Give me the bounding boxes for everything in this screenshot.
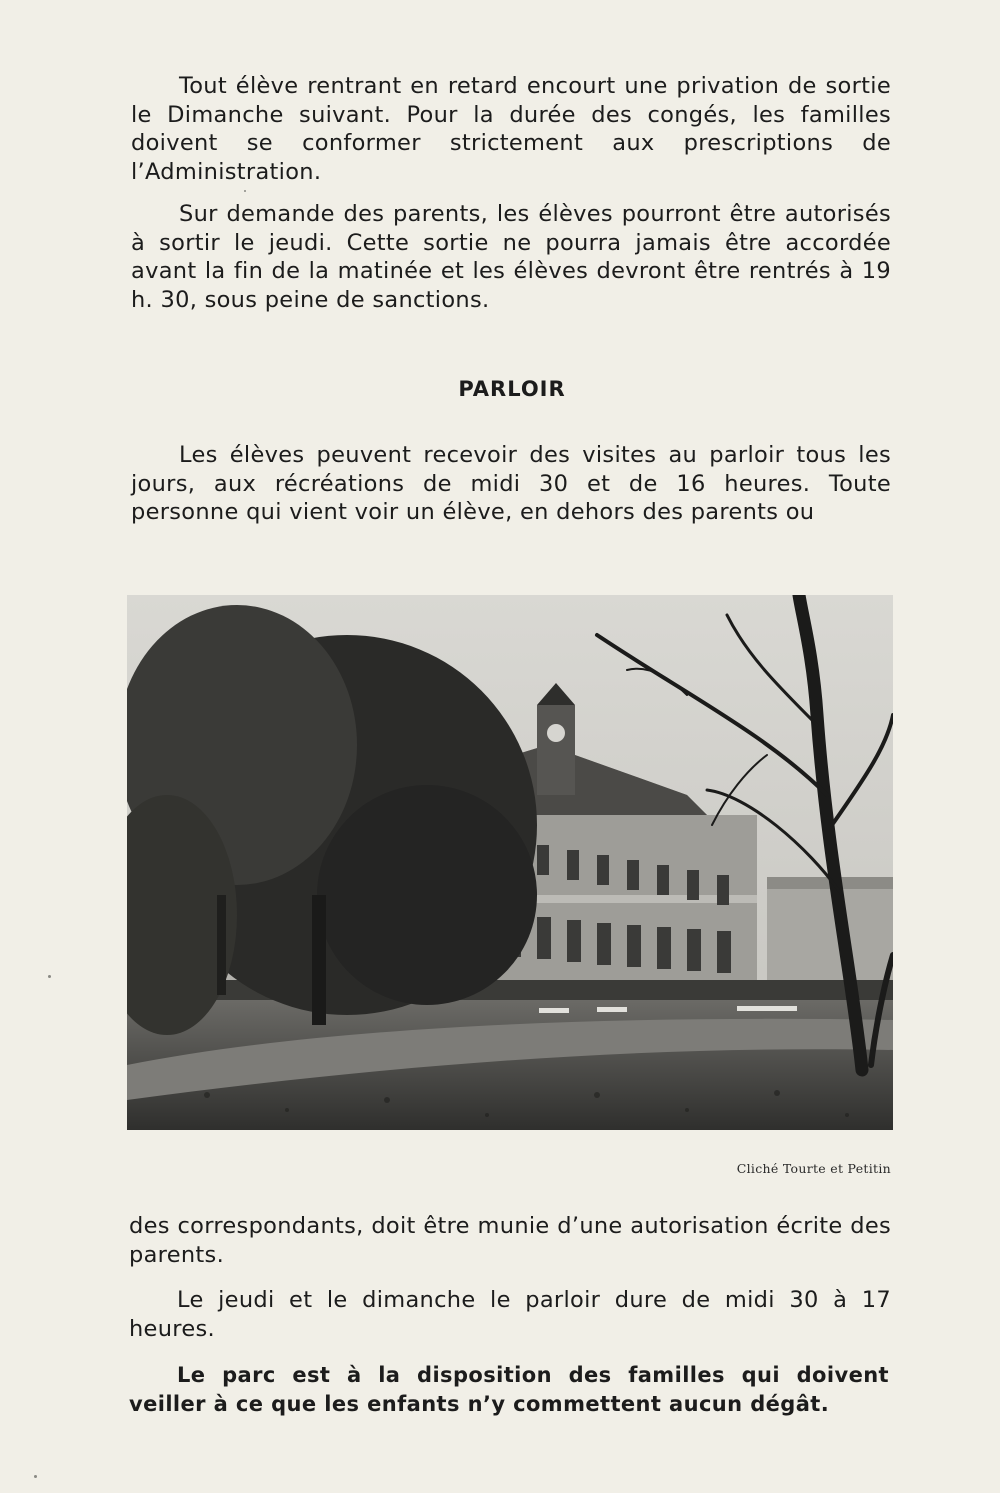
paragraph-visits-continued: des correspondants, doit être munie d’une autorisation écrite des parents. (129, 1213, 891, 1268)
school-building-photo (127, 595, 893, 1130)
paragraph-park-notice: Le parc est à la disposition des familles qui doivent veiller à ce que les enfants n’y commettent aucun dégât. (129, 1363, 889, 1416)
paragraph-visits: Les élèves peuvent recevoir des visites au parloir tous les jours, aux récréations de midi 30 et de 16 heures. Toute personne qui vient voir un élève, en dehors des parents ou (131, 442, 891, 525)
section-heading-parloir: PARLOIR (458, 377, 566, 401)
paragraph-thursday-outing: Sur demande des parents, les élèves pourront être autorisés à sortir le jeudi. Cette sortie ne pourra jamais être accordée avant la fin de la matinée et les élèves devront être rentrés à 19 h. 30, sous peine de sanctions. (131, 201, 891, 313)
paper-speck (244, 190, 246, 192)
clock-face (547, 724, 565, 742)
paragraph-parlour-hours: Le jeudi et le dimanche le parloir dure de midi 30 à 17 heures. (129, 1287, 891, 1342)
paragraph-late-return: Tout élève rentrant en retard encourt une privation de sortie le Dimanche suivant. Pour la durée des congés, les familles doivent se conformer strictement aux prescriptions de l’Administration. (131, 73, 891, 185)
distant-building (767, 877, 893, 995)
paper-speck (48, 975, 51, 978)
photo-caption: Cliché Tourte et Petitin (736, 1161, 891, 1176)
paper-speck (34, 1475, 37, 1478)
